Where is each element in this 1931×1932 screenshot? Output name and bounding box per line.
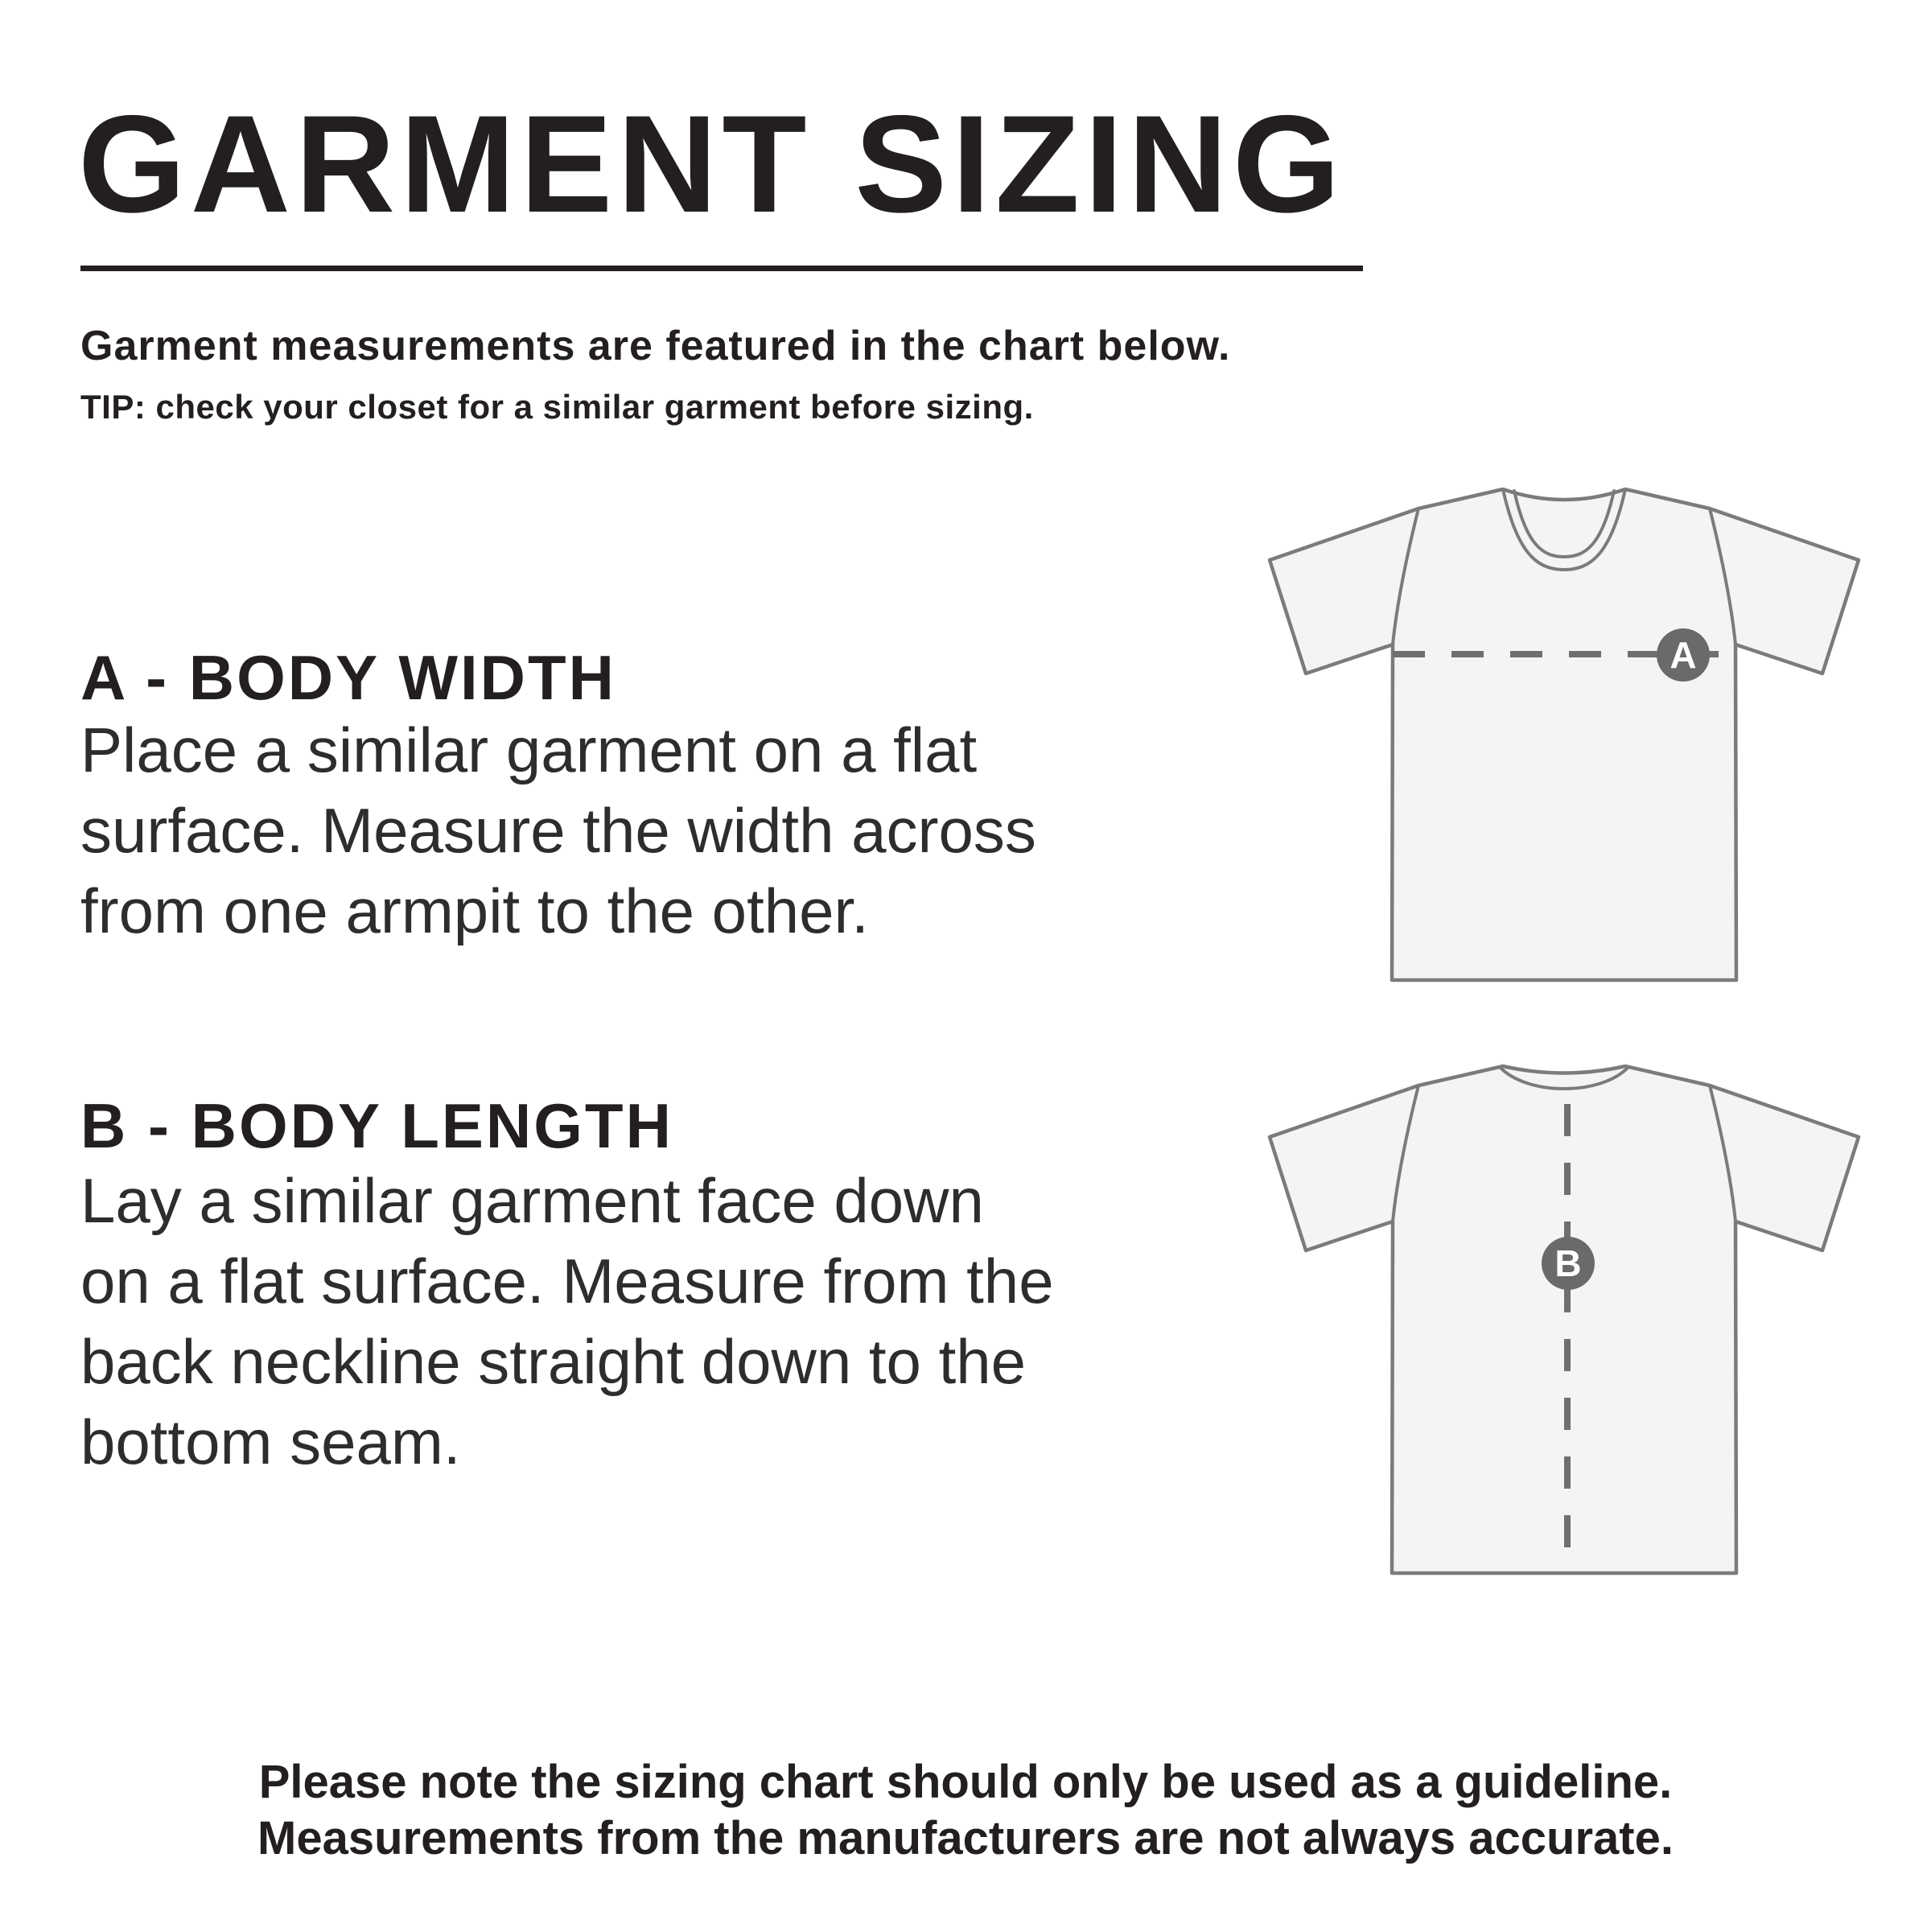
- section-b-line-2: on a flat surface. Measure from the: [80, 1246, 1054, 1316]
- section-a-body: [80, 710, 1036, 951]
- section-b-body: [80, 1160, 1054, 1482]
- section-b-line-3: back neckline straight down to the: [80, 1326, 1027, 1397]
- section-b-line-4: bottom seam.: [80, 1407, 461, 1477]
- subtitle: Garment measurements are featured in the chart below.: [80, 323, 1231, 369]
- measure-badge-a-label: A: [1670, 634, 1697, 676]
- section-b-heading: B - BODY LENGTH: [80, 1090, 673, 1161]
- measure-badge-b-label: B: [1554, 1242, 1582, 1284]
- section-a-line-2: surface. Measure the width across: [80, 795, 1036, 866]
- tshirt-back-illustration: [1223, 1030, 1899, 1609]
- tshirt-front-illustration: [1223, 451, 1899, 1014]
- tshirt-front-outline: [1270, 489, 1859, 980]
- tip-text: TIP: check your closet for a similar garment before sizing.: [80, 388, 1034, 426]
- section-a-line-1: Place a similar garment on a flat: [80, 715, 978, 785]
- section-a-line-3: from one armpit to the other.: [80, 875, 869, 946]
- title-underline: [80, 266, 1363, 271]
- section-b-line-1: Lay a similar garment face down: [80, 1165, 984, 1236]
- tshirt-back-outline: [1270, 1066, 1859, 1573]
- page-title: GARMENT SIZING: [78, 87, 1345, 241]
- footer-note: [0, 1754, 1931, 1867]
- section-a-heading: A - BODY WIDTH: [80, 642, 616, 713]
- footer-note-line-2: Measurements from the manufacturers are not always accurate.: [257, 1812, 1674, 1864]
- footer-note-line-1: Please note the sizing chart should only be used as a guideline.: [258, 1756, 1673, 1808]
